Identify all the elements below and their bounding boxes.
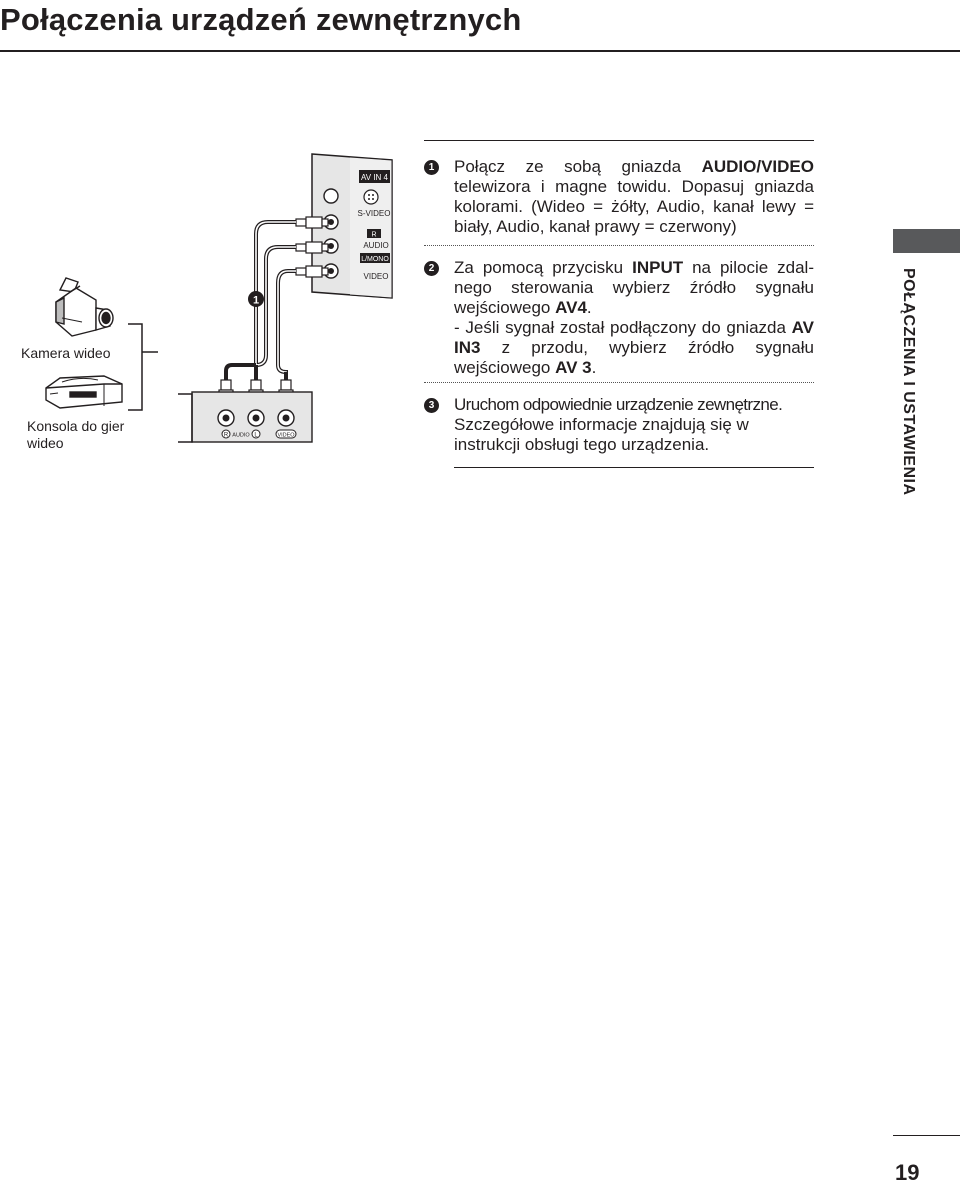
- step-1: [424, 157, 814, 237]
- page-title: Połączenia urządzeń zewnętrznych: [0, 2, 522, 37]
- svideo-jack-icon: [364, 190, 378, 204]
- tv-video-label: VIDEO: [363, 272, 389, 281]
- section-tab-marker: [893, 229, 960, 253]
- connection-diagram: [0, 140, 420, 480]
- device-video-label: VIDEO: [277, 432, 295, 439]
- step-1-divider: [424, 245, 814, 246]
- step-2-text: Za pomocą przycisku INPUT na pilocie zdal-nego sterowania wybierz źródło sygnału wejściowego AV4. - Jeśli sygnał został podłączony do gniazda AV IN3 z przodu, wybierz źródło sygnału wejściowego AV 3.: [454, 258, 814, 377]
- tv-side-plugs: [296, 217, 328, 277]
- device-av-panel: [192, 392, 312, 442]
- step-3-number: 3: [424, 398, 439, 413]
- tv-r-label: R: [371, 231, 377, 239]
- tv-av-in-4-label: AV IN 4: [361, 173, 388, 182]
- section-tab-label: POŁĄCZENIA I USTAWIENIA: [900, 268, 917, 496]
- device-audio-label: AUDIO: [232, 432, 250, 439]
- step-1-number: 1: [424, 160, 439, 175]
- device-l-label: L: [254, 432, 258, 439]
- callout-1-number: 1: [252, 294, 260, 307]
- page-number: 19: [895, 1160, 920, 1185]
- device-bracket-lines: [128, 324, 192, 442]
- tv-audio-label: AUDIO: [363, 241, 389, 250]
- title-rule: [0, 50, 960, 52]
- camcorder-label: Kamera wideo: [21, 345, 111, 361]
- steps-bottom-rule: [454, 467, 814, 468]
- camcorder-icon: [56, 278, 113, 336]
- game-console-icon: [46, 376, 122, 408]
- tv-svideo-label: S-VIDEO: [357, 209, 391, 218]
- step-2-divider: [424, 382, 814, 383]
- device-r-label: R: [223, 432, 229, 439]
- steps-top-rule: [424, 140, 814, 141]
- tv-lmono-label: L/MONO: [361, 256, 389, 263]
- step-1-text: Połącz ze sobą gniazda AUDIO/VIDEO telewizora i magne towidu. Dopasuj gniazda kolorami. (Wideo = żółty, Audio, kanał lewy = biały, Audio, kanał prawy = czerwony): [454, 157, 814, 236]
- step-2: [424, 258, 814, 378]
- console-label-line1: Konsola do gier: [27, 418, 125, 434]
- step-2-number: 2: [424, 261, 439, 276]
- console-label-line2: wideo: [27, 435, 64, 451]
- step-3-text: Uruchom odpowiednie urządzenie zewnętrzne. Szczegółowe informacje znajdują się w instrukcji obsługi tego urządzenia.: [454, 395, 783, 454]
- page-number-rule: [893, 1135, 960, 1136]
- step-3: [424, 395, 814, 455]
